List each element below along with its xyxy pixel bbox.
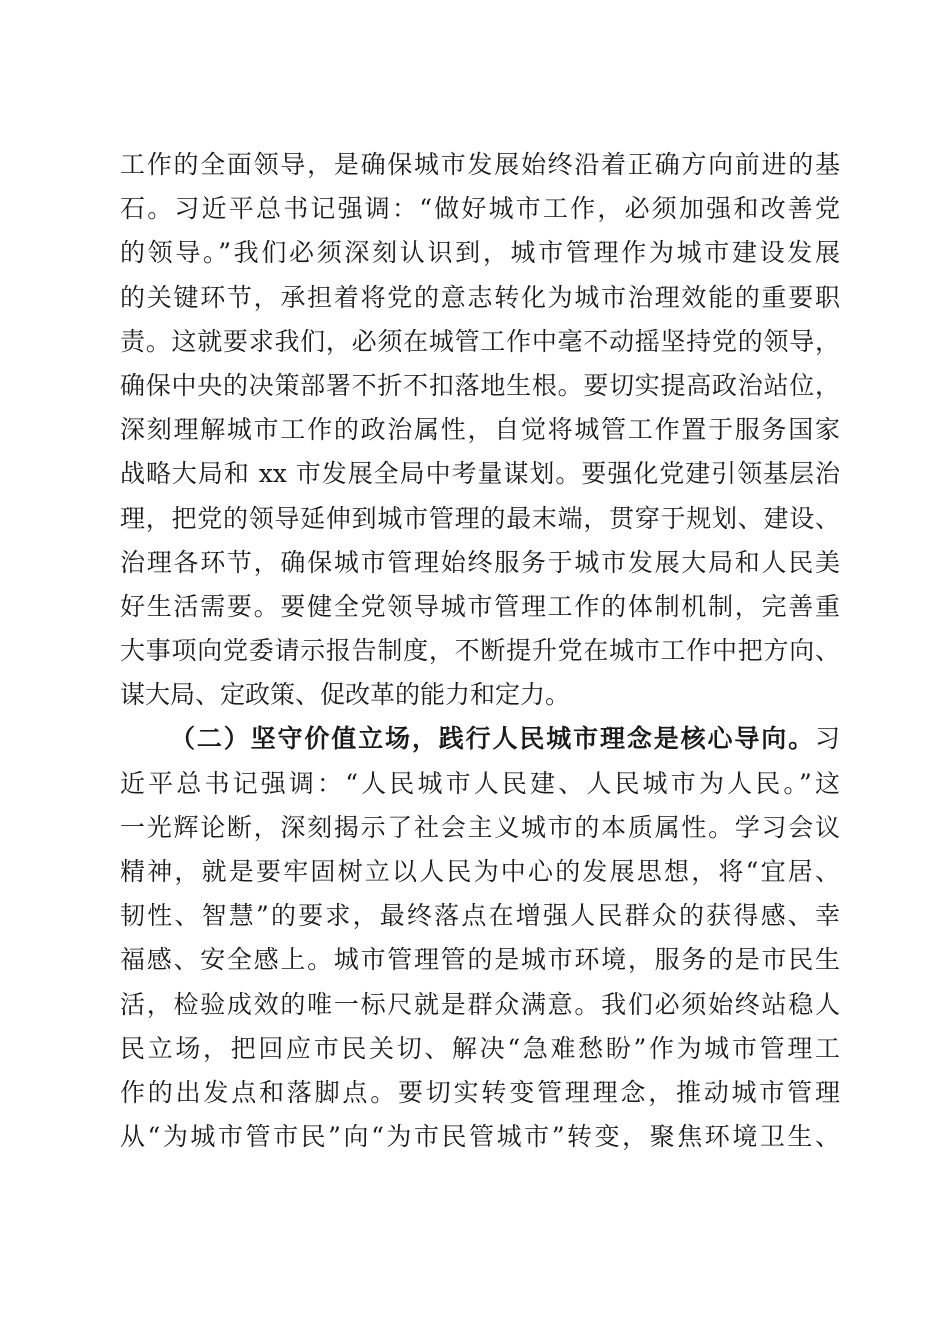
text-line: 工作的全面领导，是确保城市发展始终沿着正确方向前进的基	[120, 150, 840, 179]
text-line: 的关键环节，承担着将党的意志转化为城市治理效能的重要职	[120, 282, 840, 312]
heading-line-rest: 习	[814, 724, 840, 754]
text-line: 近平总书记强调：“人民城市人民建、人民城市为人民。”这	[120, 768, 840, 798]
text-line: 战略大局和 xx 市发展全局中考量谋划。要强化党建引领基层治	[120, 459, 840, 489]
text-line: 从“为城市管市民”向“为市民管城市”转变，聚焦环境卫生、	[120, 1122, 840, 1152]
text-line: 谋大局、定政策、促改革的能力和定力。	[120, 680, 571, 710]
text-line: 的领导。”我们必须深刻认识到，城市管理作为城市建设发展	[120, 238, 840, 268]
text-line: 责。这就要求我们，必须在城管工作中毫不动摇坚持党的领导，	[120, 326, 840, 356]
text-line: 好生活需要。要健全党领导城市管理工作的体制机制，完善重	[120, 591, 840, 621]
paragraph-party-leadership	[120, 143, 840, 717]
text-line: 大事项向党委请示报告制度，不断提升党在城市工作中把方向、	[120, 636, 840, 666]
text-line: 确保中央的决策部署不折不扣落地生根。要切实提高政治站位，	[120, 370, 840, 400]
text-line: 治理各环节，确保城市管理始终服务于城市发展大局和人民美	[120, 547, 840, 577]
text-line: 一光辉论断，深刻揭示了社会主义城市的本质属性。学习会议	[120, 812, 840, 842]
paragraph-heading-line	[120, 717, 840, 761]
text-line: 精神，就是要牢固树立以人民为中心的发展思想，将“宜居、	[120, 857, 840, 886]
text-line: 作的出发点和落脚点。要切实转变管理理念，推动城市管理	[120, 1077, 840, 1107]
text-line: 深刻理解城市工作的政治属性，自觉将城管工作置于服务国家	[120, 415, 840, 445]
text-line: 理，把党的领导延伸到城市管理的最末端，贯穿于规划、建设、	[120, 503, 840, 533]
text-line: 福感、安全感上。城市管理管的是城市环境，服务的是市民生	[120, 945, 840, 975]
text-line: 民立场，把回应市民关切、解决“急难愁盼”作为城市管理工	[120, 1033, 840, 1063]
text-line: 韧性、智慧”的要求，最终落点在增强人民群众的获得感、幸	[120, 901, 840, 931]
document-body	[120, 143, 840, 1159]
section-heading: （二）坚守价值立场，践行人民城市理念是核心导向。	[170, 724, 815, 754]
text-line: 石。习近平总书记强调：“做好城市工作，必须加强和改善党	[120, 194, 840, 224]
text-line: 活，检验成效的唯一标尺就是群众满意。我们必须始终站稳人	[120, 989, 840, 1019]
paragraph-people-city	[120, 717, 840, 1159]
